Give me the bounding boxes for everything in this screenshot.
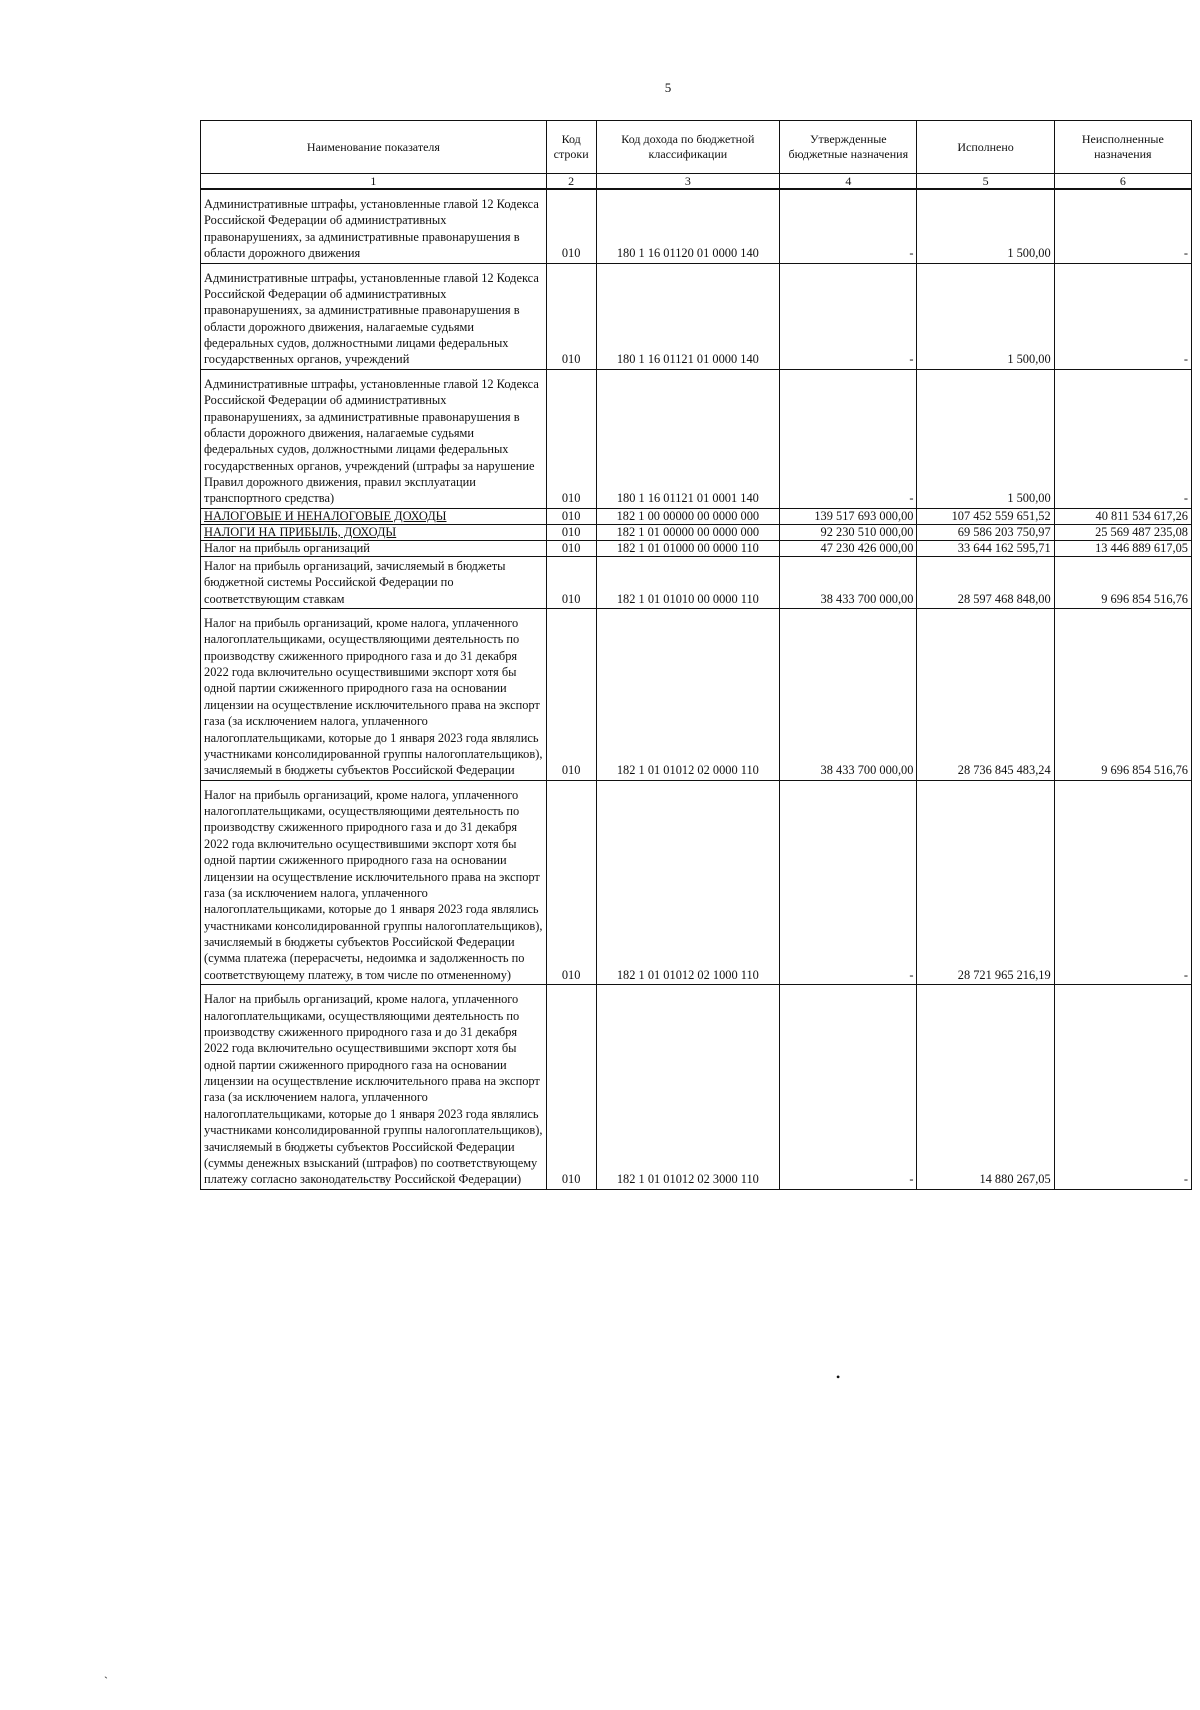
row-unexecuted: - [1054,985,1191,1190]
row-line-code: 010 [546,556,596,608]
row-executed: 69 586 203 750,97 [917,524,1054,540]
row-line-code: 010 [546,524,596,540]
row-income-code: 180 1 16 01121 01 0001 140 [596,369,780,508]
header-unexecuted: Неисполненные назначения [1054,121,1191,174]
column-number: 3 [596,174,780,190]
row-line-code: 010 [546,608,596,780]
row-approved: 38 433 700 000,00 [780,608,917,780]
table-row [201,540,1192,556]
header-indicator-name: Наименование показателя [201,121,547,174]
column-number: 4 [780,174,917,190]
column-number: 1 [201,174,547,190]
table-row [201,524,1192,540]
row-name: НАЛОГИ НА ПРИБЫЛЬ, ДОХОДЫ [201,524,547,540]
row-approved: 38 433 700 000,00 [780,556,917,608]
header-executed: Исполнено [917,121,1054,174]
row-unexecuted: - [1054,189,1191,263]
row-unexecuted: 9 696 854 516,76 [1054,608,1191,780]
row-approved: - [780,985,917,1190]
row-unexecuted: 13 446 889 617,05 [1054,540,1191,556]
row-approved: 139 517 693 000,00 [780,508,917,524]
row-executed: 1 500,00 [917,369,1054,508]
row-unexecuted: 25 569 487 235,08 [1054,524,1191,540]
row-name: Административные штрафы, установленные главой 12 Кодекса Российской Федерации об административных правонарушениях, за административные правонарушения в области дорожного движения, налагаемые судьями федеральных судов, должностными лицами федеральных государственных органов, учреждений [201,263,547,369]
row-name: Административные штрафы, установленные главой 12 Кодекса Российской Федерации об административных правонарушениях, за административные правонарушения в области дорожного движения [201,189,547,263]
table-row [201,608,1192,780]
row-name: Административные штрафы, установленные главой 12 Кодекса Российской Федерации об административных правонарушениях, за административные правонарушения в области дорожного движения, налагаемые судьями федеральных судов, должностными лицами федеральных государственных органов, учреждений (штрафы за нарушение Правил дорожного движения, правил эксплуатации транспортного средства) [201,369,547,508]
row-unexecuted: - [1054,780,1191,985]
row-approved: - [780,780,917,985]
table-row [201,780,1192,985]
row-unexecuted: - [1054,263,1191,369]
row-approved: - [780,369,917,508]
page-number: 5 [664,80,672,95]
row-executed: 33 644 162 595,71 [917,540,1054,556]
row-name: Налог на прибыль организаций, зачисляемый в бюджеты бюджетной системы Российской Федерации по соответствующим ставкам [201,556,547,608]
row-executed: 1 500,00 [917,263,1054,369]
table-row [201,263,1192,369]
row-line-code: 010 [546,780,596,985]
row-income-code: 180 1 16 01121 01 0000 140 [596,263,780,369]
row-line-code: 010 [546,985,596,1190]
row-name: НАЛОГОВЫЕ И НЕНАЛОГОВЫЕ ДОХОДЫ [201,508,547,524]
row-income-code: 182 1 01 01012 02 1000 110 [596,780,780,985]
row-income-code: 182 1 01 00000 00 0000 000 [596,524,780,540]
table-row [201,189,1192,263]
column-number: 5 [917,174,1054,190]
row-income-code: 180 1 16 01120 01 0000 140 [596,189,780,263]
row-line-code: 010 [546,369,596,508]
row-income-code: 182 1 01 01012 02 0000 110 [596,608,780,780]
row-unexecuted: 9 696 854 516,76 [1054,556,1191,608]
row-unexecuted: - [1054,369,1191,508]
header-approved: Утвержденные бюджетные назначения [780,121,917,174]
row-executed: 28 736 845 483,24 [917,608,1054,780]
column-number: 2 [546,174,596,190]
row-income-code: 182 1 00 00000 00 0000 000 [596,508,780,524]
row-executed: 1 500,00 [917,189,1054,263]
row-executed: 28 597 468 848,00 [917,556,1054,608]
scan-dot-mark: • [836,1370,841,1384]
row-line-code: 010 [546,263,596,369]
row-name: Налог на прибыль организаций, кроме налога, уплаченного налогоплательщиками, осуществляющими деятельность по производству сжиженного природного газа и до 31 декабря 2022 года включительно осуществившими экспорт хотя бы одной партии сжиженного природного газа на основании лицензии на осуществление исключительного права на экспорт газа (за исключением налога, уплаченного налогоплательщиками, которые до 1 января 2023 года являлись участниками консолидированной группы налогоплательщиков), зачисляемый в бюджеты субъектов Российской Федерации (сумма платежа (перерасчеты, недоимка и задолженность по соответствующему платежу, в том числе по отмененному) [201,780,547,985]
row-income-code: 182 1 01 01012 02 3000 110 [596,985,780,1190]
row-income-code: 182 1 01 01010 00 0000 110 [596,556,780,608]
scan-corner-mark: ˋ [104,1674,108,1688]
row-line-code: 010 [546,540,596,556]
row-approved: 47 230 426 000,00 [780,540,917,556]
row-approved: - [780,189,917,263]
row-unexecuted: 40 811 534 617,26 [1054,508,1191,524]
row-name: Налог на прибыль организаций [201,540,547,556]
row-approved: - [780,263,917,369]
table-row [201,556,1192,608]
header-line-code: Код строки [546,121,596,174]
row-approved: 92 230 510 000,00 [780,524,917,540]
header-income-code: Код дохода по бюджетной классификации [596,121,780,174]
row-name: Налог на прибыль организаций, кроме налога, уплаченного налогоплательщиками, осуществляющими деятельность по производству сжиженного природного газа и до 31 декабря 2022 года включительно осуществившими экспорт хотя бы одной партии сжиженного природного газа на основании лицензии на осуществление исключительного права на экспорт газа (за исключением налога, уплаченного налогоплательщиками, которые до 1 января 2023 года являлись участниками консолидированной группы налогоплательщиков), зачисляемый в бюджеты субъектов Российской Федерации (суммы денежных взысканий (штрафов) по соответствующему платежу согласно законодательству Российской Федерации) [201,985,547,1190]
column-number: 6 [1054,174,1191,190]
row-name: Налог на прибыль организаций, кроме налога, уплаченного налогоплательщиками, осуществляющими деятельность по производству сжиженного природного газа и до 31 декабря 2022 года включительно осуществившими экспорт хотя бы одной партии сжиженного природного газа на основании лицензии на осуществление исключительного права на экспорт газа (за исключением налога, уплаченного налогоплательщиками, которые до 1 января 2023 года являлись участниками консолидированной группы налогоплательщиков), зачисляемый в бюджеты субъектов Российской Федерации [201,608,547,780]
budget-execution-table [200,120,1192,1190]
table-row [201,508,1192,524]
row-executed: 107 452 559 651,52 [917,508,1054,524]
table-row [201,369,1192,508]
row-line-code: 010 [546,508,596,524]
column-number-row [201,174,1192,190]
row-line-code: 010 [546,189,596,263]
table-header-row [201,121,1192,174]
row-income-code: 182 1 01 01000 00 0000 110 [596,540,780,556]
row-executed: 28 721 965 216,19 [917,780,1054,985]
row-executed: 14 880 267,05 [917,985,1054,1190]
table-row [201,985,1192,1190]
